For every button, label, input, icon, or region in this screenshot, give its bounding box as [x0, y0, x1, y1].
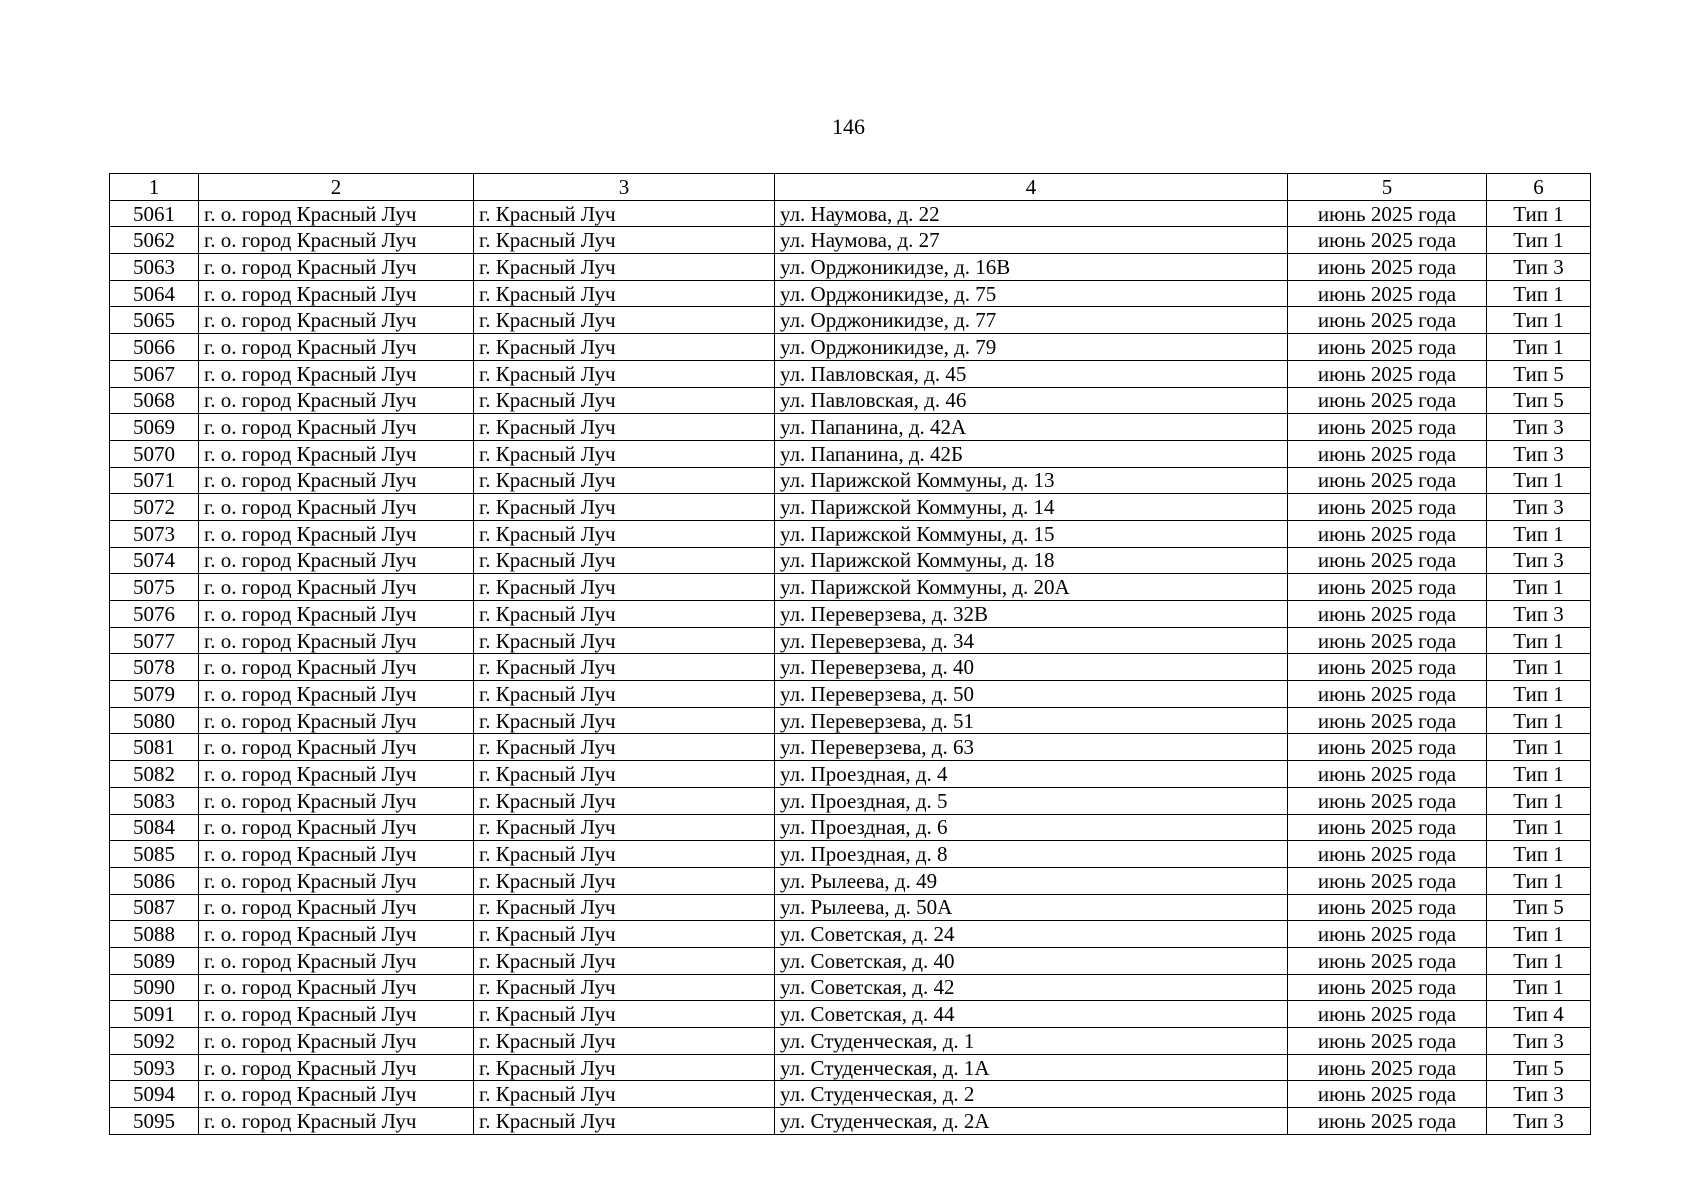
type-cell: Тип 1	[1487, 200, 1591, 227]
type-cell: Тип 1	[1487, 280, 1591, 307]
row-number-cell: 5071	[110, 467, 199, 494]
date-cell: июнь 2025 года	[1288, 841, 1487, 868]
date-cell: июнь 2025 года	[1288, 947, 1487, 974]
city-cell: г. Красный Луч	[474, 974, 775, 1001]
address-cell: ул. Павловская, д. 45	[775, 360, 1288, 387]
row-number-cell: 5083	[110, 787, 199, 814]
address-cell: ул. Папанина, д. 42Б	[775, 440, 1288, 467]
district-cell: г. о. город Красный Луч	[199, 787, 474, 814]
table-row	[110, 654, 1591, 681]
city-cell: г. Красный Луч	[474, 894, 775, 921]
city-cell: г. Красный Луч	[474, 627, 775, 654]
row-number-cell: 5087	[110, 894, 199, 921]
district-cell: г. о. город Красный Луч	[199, 627, 474, 654]
city-cell: г. Красный Луч	[474, 654, 775, 681]
address-cell: ул. Советская, д. 42	[775, 974, 1288, 1001]
type-cell: Тип 1	[1487, 814, 1591, 841]
city-cell: г. Красный Луч	[474, 734, 775, 761]
row-number-cell: 5072	[110, 494, 199, 521]
column-header-1: 1	[110, 174, 199, 201]
district-cell: г. о. город Красный Луч	[199, 280, 474, 307]
city-cell: г. Красный Луч	[474, 601, 775, 628]
table-row	[110, 921, 1591, 948]
row-number-cell: 5068	[110, 387, 199, 414]
city-cell: г. Красный Луч	[474, 841, 775, 868]
table-row	[110, 254, 1591, 281]
address-cell: ул. Наумова, д. 27	[775, 227, 1288, 254]
district-cell: г. о. город Красный Луч	[199, 1028, 474, 1055]
row-number-cell: 5076	[110, 601, 199, 628]
table-row	[110, 734, 1591, 761]
row-number-cell: 5063	[110, 254, 199, 281]
date-cell: июнь 2025 года	[1288, 1054, 1487, 1081]
district-cell: г. о. город Красный Луч	[199, 974, 474, 1001]
city-cell: г. Красный Луч	[474, 1028, 775, 1055]
address-cell: ул. Переверзева, д. 63	[775, 734, 1288, 761]
district-cell: г. о. город Красный Луч	[199, 227, 474, 254]
address-cell: ул. Проездная, д. 5	[775, 787, 1288, 814]
city-cell: г. Красный Луч	[474, 414, 775, 441]
table-row	[110, 494, 1591, 521]
city-cell: г. Красный Луч	[474, 574, 775, 601]
table-row	[110, 627, 1591, 654]
column-header-2: 2	[199, 174, 474, 201]
table-row	[110, 387, 1591, 414]
district-cell: г. о. город Красный Луч	[199, 707, 474, 734]
type-cell: Тип 1	[1487, 734, 1591, 761]
address-cell: ул. Советская, д. 24	[775, 921, 1288, 948]
table-row	[110, 1108, 1591, 1135]
address-cell: ул. Переверзева, д. 50	[775, 681, 1288, 708]
column-header-4: 4	[775, 174, 1288, 201]
row-number-cell: 5065	[110, 307, 199, 334]
row-number-cell: 5088	[110, 921, 199, 948]
date-cell: июнь 2025 года	[1288, 307, 1487, 334]
table-row	[110, 601, 1591, 628]
district-cell: г. о. город Красный Луч	[199, 1001, 474, 1028]
type-cell: Тип 1	[1487, 627, 1591, 654]
row-number-cell: 5095	[110, 1108, 199, 1135]
city-cell: г. Красный Луч	[474, 254, 775, 281]
row-number-cell: 5074	[110, 547, 199, 574]
row-number-cell: 5085	[110, 841, 199, 868]
date-cell: июнь 2025 года	[1288, 467, 1487, 494]
address-cell: ул. Советская, д. 40	[775, 947, 1288, 974]
type-cell: Тип 1	[1487, 334, 1591, 361]
table-row	[110, 467, 1591, 494]
column-header-6: 6	[1487, 174, 1591, 201]
address-cell: ул. Наумова, д. 22	[775, 200, 1288, 227]
district-cell: г. о. город Красный Луч	[199, 414, 474, 441]
district-cell: г. о. город Красный Луч	[199, 1081, 474, 1108]
district-cell: г. о. город Красный Луч	[199, 867, 474, 894]
row-number-cell: 5075	[110, 574, 199, 601]
address-cell: ул. Парижской Коммуны, д. 20А	[775, 574, 1288, 601]
date-cell: июнь 2025 года	[1288, 334, 1487, 361]
row-number-cell: 5061	[110, 200, 199, 227]
city-cell: г. Красный Луч	[474, 947, 775, 974]
city-cell: г. Красный Луч	[474, 761, 775, 788]
table-row	[110, 280, 1591, 307]
row-number-cell: 5086	[110, 867, 199, 894]
table-row	[110, 520, 1591, 547]
district-cell: г. о. город Красный Луч	[199, 440, 474, 467]
table-row	[110, 574, 1591, 601]
type-cell: Тип 5	[1487, 360, 1591, 387]
city-cell: г. Красный Луч	[474, 387, 775, 414]
table-row	[110, 681, 1591, 708]
registry-table	[109, 173, 1591, 1135]
district-cell: г. о. город Красный Луч	[199, 761, 474, 788]
table-row	[110, 707, 1591, 734]
date-cell: июнь 2025 года	[1288, 707, 1487, 734]
address-cell: ул. Орджоникидзе, д. 77	[775, 307, 1288, 334]
city-cell: г. Красный Луч	[474, 520, 775, 547]
date-cell: июнь 2025 года	[1288, 520, 1487, 547]
date-cell: июнь 2025 года	[1288, 574, 1487, 601]
address-cell: ул. Студенческая, д. 1А	[775, 1054, 1288, 1081]
city-cell: г. Красный Луч	[474, 360, 775, 387]
date-cell: июнь 2025 года	[1288, 494, 1487, 521]
row-number-cell: 5094	[110, 1081, 199, 1108]
type-cell: Тип 1	[1487, 654, 1591, 681]
date-cell: июнь 2025 года	[1288, 761, 1487, 788]
date-cell: июнь 2025 года	[1288, 254, 1487, 281]
row-number-cell: 5084	[110, 814, 199, 841]
city-cell: г. Красный Луч	[474, 467, 775, 494]
address-cell: ул. Парижской Коммуны, д. 13	[775, 467, 1288, 494]
district-cell: г. о. город Красный Луч	[199, 467, 474, 494]
table-row	[110, 334, 1591, 361]
table-row	[110, 227, 1591, 254]
address-cell: ул. Парижской Коммуны, д. 18	[775, 547, 1288, 574]
district-cell: г. о. город Красный Луч	[199, 200, 474, 227]
type-cell: Тип 1	[1487, 520, 1591, 547]
city-cell: г. Красный Луч	[474, 307, 775, 334]
address-cell: ул. Орджоникидзе, д. 75	[775, 280, 1288, 307]
date-cell: июнь 2025 года	[1288, 814, 1487, 841]
city-cell: г. Красный Луч	[474, 787, 775, 814]
date-cell: июнь 2025 года	[1288, 601, 1487, 628]
row-number-cell: 5073	[110, 520, 199, 547]
city-cell: г. Красный Луч	[474, 547, 775, 574]
type-cell: Тип 3	[1487, 547, 1591, 574]
district-cell: г. о. город Красный Луч	[199, 814, 474, 841]
row-number-cell: 5069	[110, 414, 199, 441]
date-cell: июнь 2025 года	[1288, 867, 1487, 894]
row-number-cell: 5067	[110, 360, 199, 387]
address-cell: ул. Советская, д. 44	[775, 1001, 1288, 1028]
row-number-cell: 5078	[110, 654, 199, 681]
page-number: 146	[832, 114, 865, 139]
date-cell: июнь 2025 года	[1288, 921, 1487, 948]
date-cell: июнь 2025 года	[1288, 787, 1487, 814]
type-cell: Тип 4	[1487, 1001, 1591, 1028]
row-number-cell: 5062	[110, 227, 199, 254]
type-cell: Тип 1	[1487, 307, 1591, 334]
table-row	[110, 947, 1591, 974]
column-header-5: 5	[1288, 174, 1487, 201]
type-cell: Тип 1	[1487, 761, 1591, 788]
city-cell: г. Красный Луч	[474, 1054, 775, 1081]
date-cell: июнь 2025 года	[1288, 734, 1487, 761]
table-row	[110, 547, 1591, 574]
row-number-cell: 5090	[110, 974, 199, 1001]
district-cell: г. о. город Красный Луч	[199, 547, 474, 574]
city-cell: г. Красный Луч	[474, 681, 775, 708]
city-cell: г. Красный Луч	[474, 440, 775, 467]
date-cell: июнь 2025 года	[1288, 547, 1487, 574]
row-number-cell: 5064	[110, 280, 199, 307]
type-cell: Тип 3	[1487, 494, 1591, 521]
city-cell: г. Красный Луч	[474, 227, 775, 254]
city-cell: г. Красный Луч	[474, 494, 775, 521]
table-row	[110, 974, 1591, 1001]
table-row	[110, 894, 1591, 921]
table-row	[110, 414, 1591, 441]
city-cell: г. Красный Луч	[474, 1081, 775, 1108]
type-cell: Тип 1	[1487, 974, 1591, 1001]
district-cell: г. о. город Красный Луч	[199, 387, 474, 414]
district-cell: г. о. город Красный Луч	[199, 307, 474, 334]
district-cell: г. о. город Красный Луч	[199, 921, 474, 948]
address-cell: ул. Орджоникидзе, д. 16В	[775, 254, 1288, 281]
row-number-cell: 5091	[110, 1001, 199, 1028]
address-cell: ул. Переверзева, д. 40	[775, 654, 1288, 681]
date-cell: июнь 2025 года	[1288, 387, 1487, 414]
address-cell: ул. Проездная, д. 6	[775, 814, 1288, 841]
district-cell: г. о. город Красный Луч	[199, 681, 474, 708]
type-cell: Тип 1	[1487, 787, 1591, 814]
date-cell: июнь 2025 года	[1288, 280, 1487, 307]
district-cell: г. о. город Красный Луч	[199, 254, 474, 281]
table-row	[110, 440, 1591, 467]
date-cell: июнь 2025 года	[1288, 974, 1487, 1001]
table-row	[110, 867, 1591, 894]
row-number-cell: 5092	[110, 1028, 199, 1055]
type-cell: Тип 1	[1487, 707, 1591, 734]
type-cell: Тип 3	[1487, 1028, 1591, 1055]
date-cell: июнь 2025 года	[1288, 681, 1487, 708]
address-cell: ул. Парижской Коммуны, д. 15	[775, 520, 1288, 547]
address-cell: ул. Павловская, д. 46	[775, 387, 1288, 414]
city-cell: г. Красный Луч	[474, 814, 775, 841]
district-cell: г. о. город Красный Луч	[199, 360, 474, 387]
type-cell: Тип 1	[1487, 227, 1591, 254]
address-cell: ул. Папанина, д. 42А	[775, 414, 1288, 441]
district-cell: г. о. город Красный Луч	[199, 734, 474, 761]
type-cell: Тип 3	[1487, 1081, 1591, 1108]
table-row	[110, 360, 1591, 387]
table-row	[110, 761, 1591, 788]
type-cell: Тип 3	[1487, 254, 1591, 281]
row-number-cell: 5093	[110, 1054, 199, 1081]
row-number-cell: 5081	[110, 734, 199, 761]
city-cell: г. Красный Луч	[474, 867, 775, 894]
type-cell: Тип 5	[1487, 387, 1591, 414]
table-row	[110, 1028, 1591, 1055]
row-number-cell: 5077	[110, 627, 199, 654]
table-header-row	[110, 174, 1591, 201]
table-row	[110, 787, 1591, 814]
date-cell: июнь 2025 года	[1288, 440, 1487, 467]
district-cell: г. о. город Красный Луч	[199, 1108, 474, 1135]
date-cell: июнь 2025 года	[1288, 200, 1487, 227]
type-cell: Тип 3	[1487, 601, 1591, 628]
row-number-cell: 5089	[110, 947, 199, 974]
type-cell: Тип 1	[1487, 947, 1591, 974]
district-cell: г. о. город Красный Луч	[199, 494, 474, 521]
city-cell: г. Красный Луч	[474, 1108, 775, 1135]
date-cell: июнь 2025 года	[1288, 1081, 1487, 1108]
address-cell: ул. Рылеева, д. 49	[775, 867, 1288, 894]
table-row	[110, 841, 1591, 868]
table-row	[110, 1081, 1591, 1108]
address-cell: ул. Проездная, д. 8	[775, 841, 1288, 868]
table-row	[110, 1054, 1591, 1081]
row-number-cell: 5070	[110, 440, 199, 467]
date-cell: июнь 2025 года	[1288, 414, 1487, 441]
table-row	[110, 200, 1591, 227]
district-cell: г. о. город Красный Луч	[199, 894, 474, 921]
type-cell: Тип 3	[1487, 414, 1591, 441]
address-cell: ул. Парижской Коммуны, д. 14	[775, 494, 1288, 521]
row-number-cell: 5080	[110, 707, 199, 734]
type-cell: Тип 1	[1487, 921, 1591, 948]
date-cell: июнь 2025 года	[1288, 1108, 1487, 1135]
date-cell: июнь 2025 года	[1288, 227, 1487, 254]
date-cell: июнь 2025 года	[1288, 654, 1487, 681]
city-cell: г. Красный Луч	[474, 280, 775, 307]
city-cell: г. Красный Луч	[474, 1001, 775, 1028]
city-cell: г. Красный Луч	[474, 200, 775, 227]
district-cell: г. о. город Красный Луч	[199, 841, 474, 868]
address-cell: ул. Рылеева, д. 50А	[775, 894, 1288, 921]
table-row	[110, 307, 1591, 334]
type-cell: Тип 3	[1487, 1108, 1591, 1135]
date-cell: июнь 2025 года	[1288, 1001, 1487, 1028]
address-cell: ул. Студенческая, д. 2	[775, 1081, 1288, 1108]
row-number-cell: 5082	[110, 761, 199, 788]
address-cell: ул. Студенческая, д. 2А	[775, 1108, 1288, 1135]
date-cell: июнь 2025 года	[1288, 360, 1487, 387]
type-cell: Тип 1	[1487, 681, 1591, 708]
address-cell: ул. Переверзева, д. 34	[775, 627, 1288, 654]
row-number-cell: 5079	[110, 681, 199, 708]
city-cell: г. Красный Луч	[474, 707, 775, 734]
type-cell: Тип 1	[1487, 574, 1591, 601]
district-cell: г. о. город Красный Луч	[199, 574, 474, 601]
district-cell: г. о. город Красный Луч	[199, 601, 474, 628]
district-cell: г. о. город Красный Луч	[199, 520, 474, 547]
district-cell: г. о. город Красный Луч	[199, 654, 474, 681]
table-body	[110, 200, 1591, 1134]
address-cell: ул. Орджоникидзе, д. 79	[775, 334, 1288, 361]
date-cell: июнь 2025 года	[1288, 894, 1487, 921]
date-cell: июнь 2025 года	[1288, 1028, 1487, 1055]
table-row	[110, 814, 1591, 841]
row-number-cell: 5066	[110, 334, 199, 361]
district-cell: г. о. город Красный Луч	[199, 334, 474, 361]
type-cell: Тип 5	[1487, 1054, 1591, 1081]
address-cell: ул. Проездная, д. 4	[775, 761, 1288, 788]
type-cell: Тип 1	[1487, 867, 1591, 894]
type-cell: Тип 1	[1487, 467, 1591, 494]
type-cell: Тип 1	[1487, 841, 1591, 868]
date-cell: июнь 2025 года	[1288, 627, 1487, 654]
address-cell: ул. Студенческая, д. 1	[775, 1028, 1288, 1055]
district-cell: г. о. город Красный Луч	[199, 947, 474, 974]
address-cell: ул. Переверзева, д. 32В	[775, 601, 1288, 628]
city-cell: г. Красный Луч	[474, 334, 775, 361]
table-row	[110, 1001, 1591, 1028]
address-cell: ул. Переверзева, д. 51	[775, 707, 1288, 734]
type-cell: Тип 5	[1487, 894, 1591, 921]
column-header-3: 3	[474, 174, 775, 201]
type-cell: Тип 3	[1487, 440, 1591, 467]
district-cell: г. о. город Красный Луч	[199, 1054, 474, 1081]
city-cell: г. Красный Луч	[474, 921, 775, 948]
